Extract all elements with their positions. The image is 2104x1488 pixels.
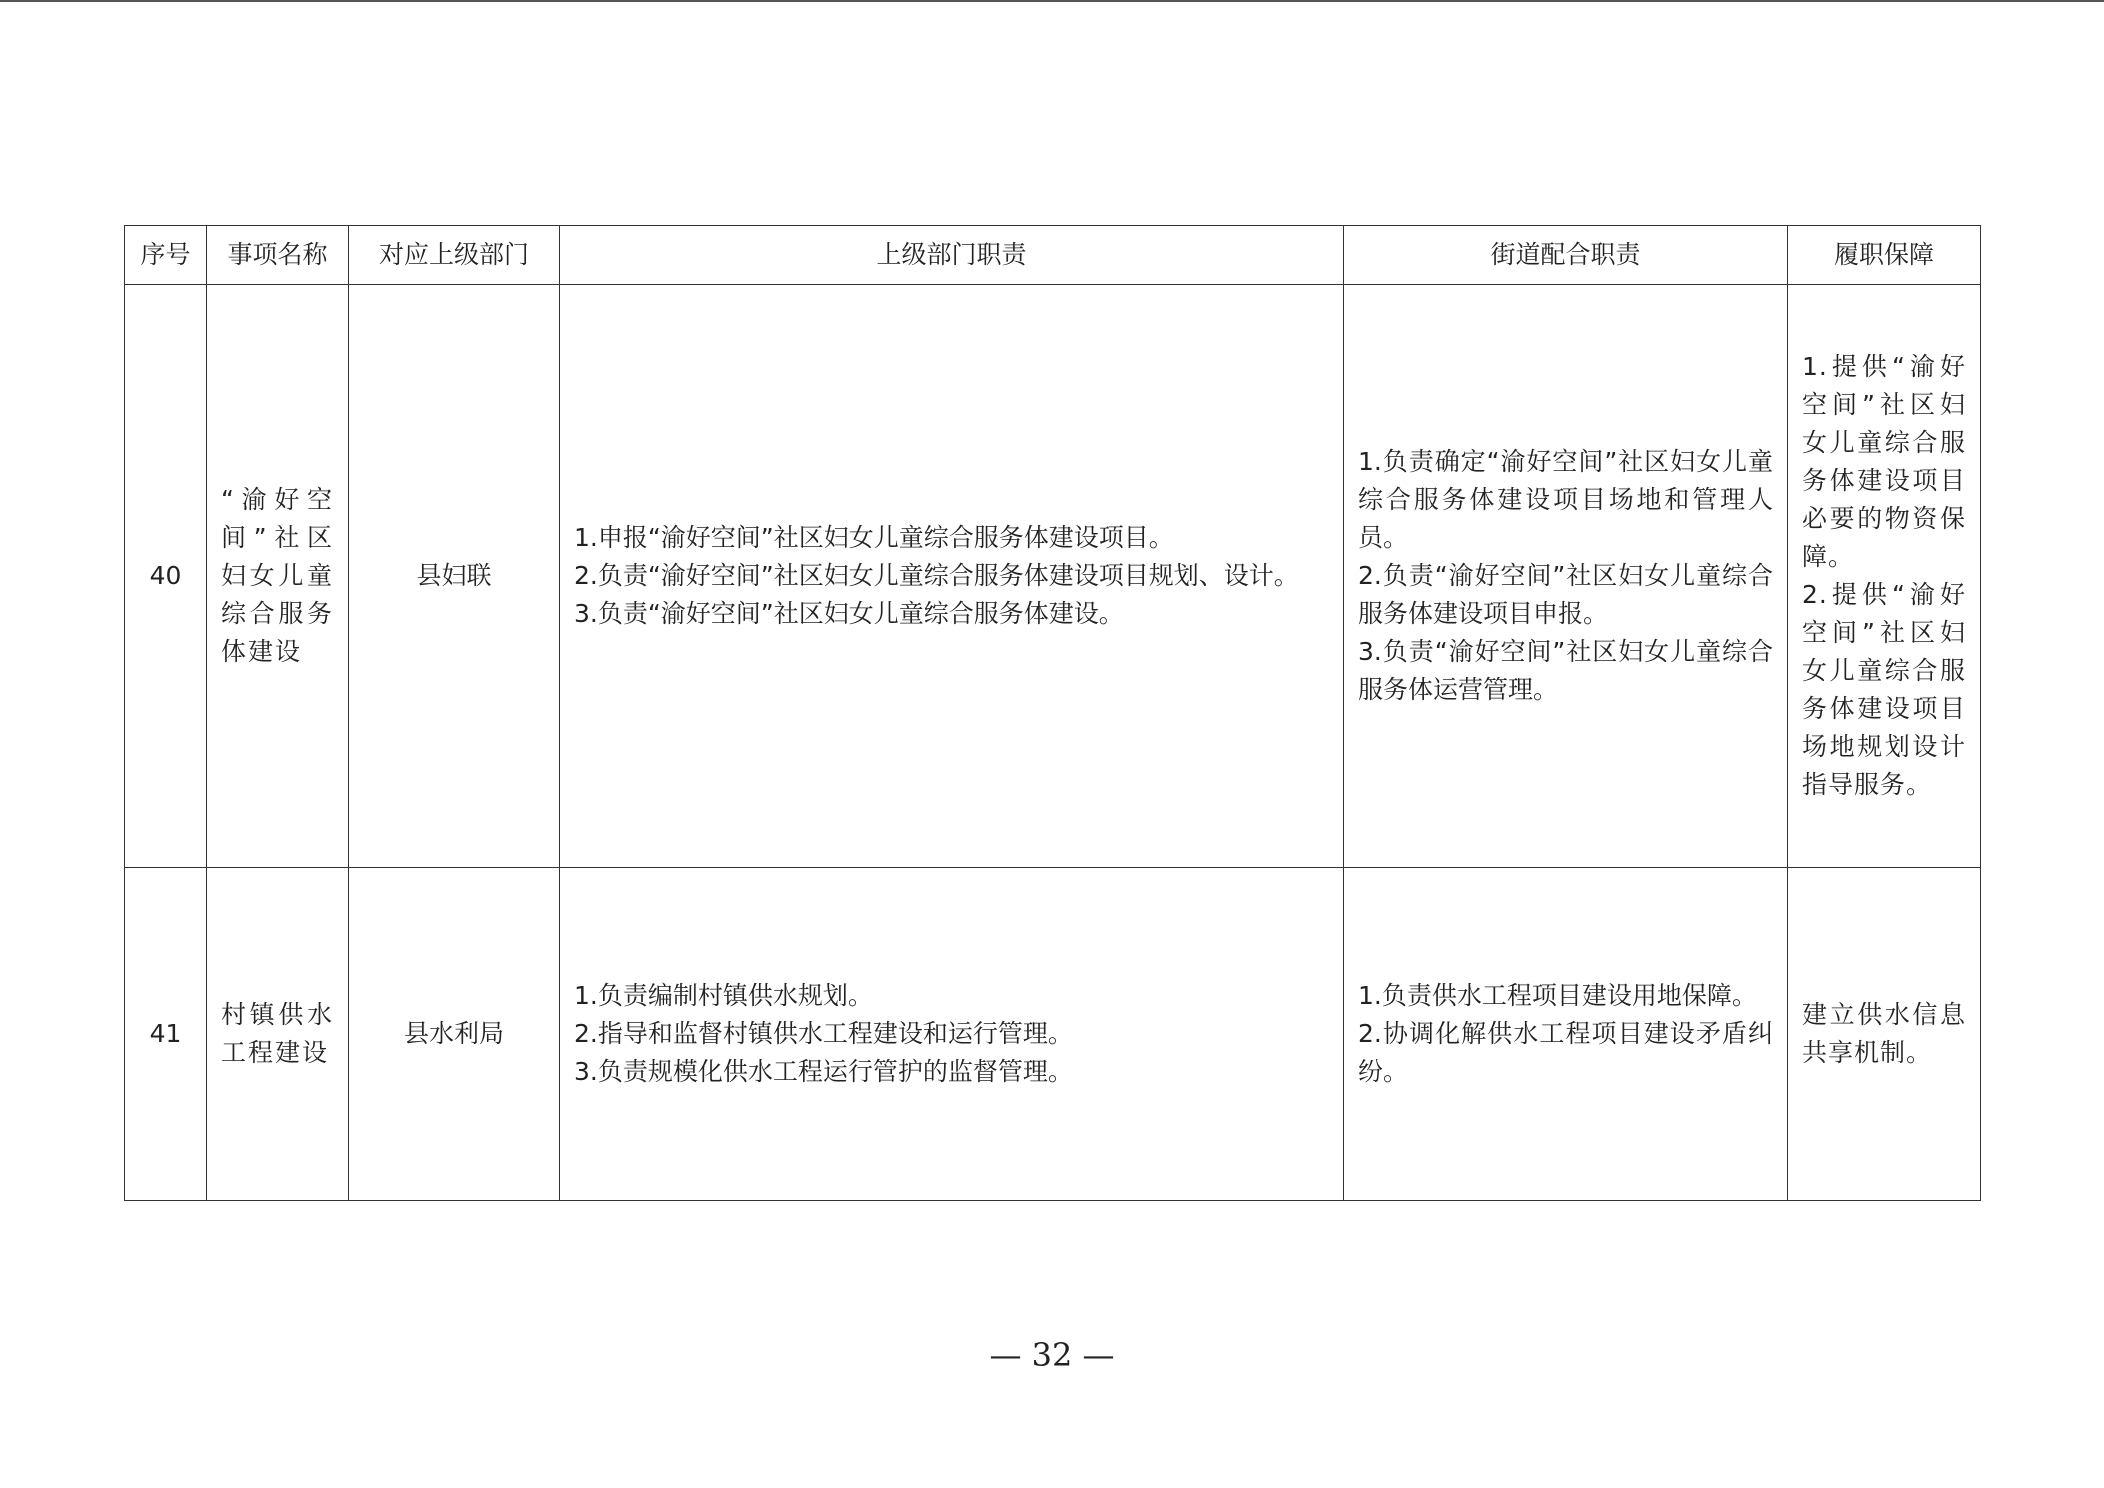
row-dept-duties — [560, 868, 1344, 1201]
dept-duty-item: 2.指导和监督村镇供水工程建设和运行管理。 — [574, 1019, 1073, 1048]
table-row — [125, 285, 1981, 868]
row-item-name: “渝好空间”社区妇女儿童综合服务体建设 — [221, 485, 334, 666]
street-duty-item: 1.负责供水工程项目建设用地保障。 — [1358, 981, 1757, 1010]
row-department: 县妇联 — [349, 285, 560, 868]
row-street-duties — [1344, 868, 1788, 1201]
row-guarantee — [1788, 868, 1981, 1201]
header-index: 序号 — [125, 226, 207, 285]
page-number: — 32 — — [989, 1336, 1115, 1374]
row-guarantee — [1788, 285, 1981, 868]
row-item-name-cell — [207, 285, 349, 868]
header-guarantee: 履职保障 — [1788, 226, 1981, 285]
top-border-line — [0, 0, 2104, 2]
row-index: 40 — [125, 285, 207, 868]
street-duty-item: 3.负责“渝好空间”社区妇女儿童综合服务体运营管理。 — [1358, 637, 1773, 704]
row-index: 41 — [125, 868, 207, 1201]
row-street-duties — [1344, 285, 1788, 868]
header-street-duties: 街道配合职责 — [1344, 226, 1788, 285]
street-duty-item: 1.负责确定“渝好空间”社区妇女儿童综合服务体建设项目场地和管理人员。 — [1358, 447, 1773, 552]
guarantee-item: 1.提供“渝好空间”社区妇女儿童综合服务体建设项目必要的物资保障。 — [1802, 352, 1966, 571]
dept-duty-item: 3.负责“渝好空间”社区妇女儿童综合服务体建设。 — [574, 599, 1124, 628]
header-department: 对应上级部门 — [349, 226, 560, 285]
dept-duty-item: 3.负责规模化供水工程运行管护的监督管理。 — [574, 1057, 1073, 1086]
row-dept-duties — [560, 285, 1344, 868]
dept-duty-item: 2.负责“渝好空间”社区妇女儿童综合服务体建设项目规划、设计。 — [574, 561, 1299, 590]
header-item-name: 事项名称 — [207, 226, 349, 285]
street-duty-item: 2.协调化解供水工程项目建设矛盾纠纷。 — [1358, 1019, 1773, 1086]
table-row — [125, 868, 1981, 1201]
table-header-row — [125, 226, 1981, 285]
row-item-name: 村镇供水工程建设 — [221, 1000, 334, 1067]
responsibility-table — [124, 225, 1981, 1201]
row-department: 县水利局 — [349, 868, 560, 1201]
row-item-name-cell — [207, 868, 349, 1201]
dept-duty-item: 1.申报“渝好空间”社区妇女儿童综合服务体建设项目。 — [574, 523, 1174, 552]
guarantee-item: 2.提供“渝好空间”社区妇女儿童综合服务体建设项目场地规划设计指导服务。 — [1802, 580, 1966, 799]
street-duty-item: 2.负责“渝好空间”社区妇女儿童综合服务体建设项目申报。 — [1358, 561, 1773, 628]
header-dept-duties: 上级部门职责 — [560, 226, 1344, 285]
guarantee-item: 建立供水信息共享机制。 — [1802, 1000, 1966, 1067]
dept-duty-item: 1.负责编制村镇供水规划。 — [574, 981, 873, 1010]
